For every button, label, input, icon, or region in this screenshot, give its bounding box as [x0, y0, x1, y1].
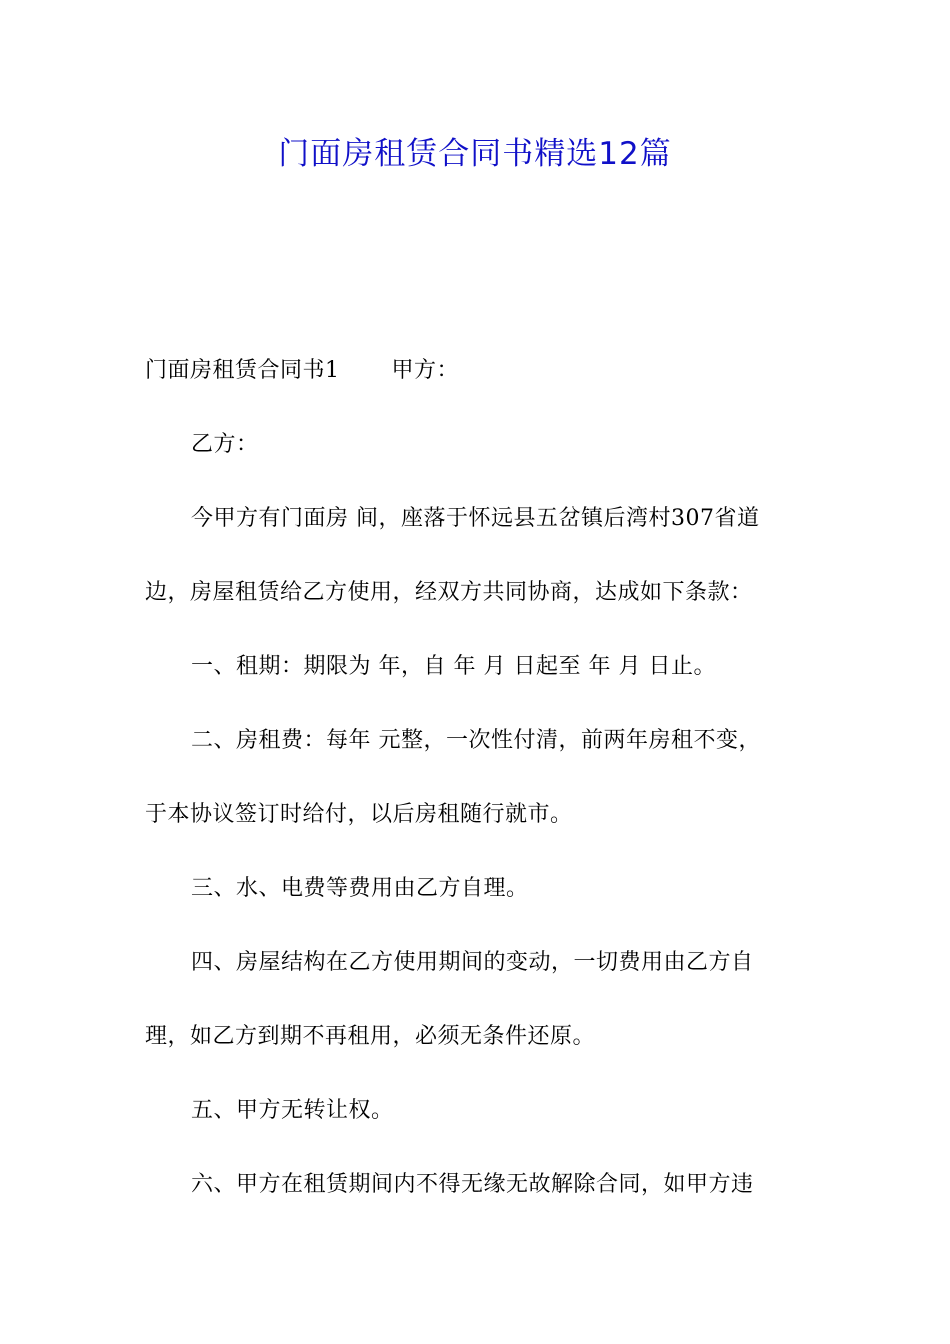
clause-line: 五、甲方无转让权。	[191, 1098, 394, 1123]
clause-line: 三、水、电费等费用由乙方自理。	[191, 876, 529, 901]
clause-line: 于本协议签订时给付，以后房租随行就市。	[145, 802, 573, 827]
clause-line: 一、租期：期限为 年，自 年 月 日起至 年 月 日止。	[191, 654, 716, 679]
heading-line	[145, 334, 810, 408]
clause-line: 理，如乙方到期不再租用，必须无条件还原。	[145, 1024, 596, 1049]
party-b-label: 乙方：	[191, 432, 259, 457]
clause-line: 二、房租费：每年 元整，一次性付清，前两年房租不变，	[191, 728, 761, 753]
clause-line: 四、房屋结构在乙方使用期间的变动，一切费用由乙方自	[191, 950, 754, 975]
clause-line: 六、甲方在租赁期间内不得无缘无故解除合同，如甲方违	[191, 1172, 754, 1197]
paragraph-line: 边，房屋租赁给乙方使用，经双方共同协商，达成如下条款：	[145, 580, 753, 605]
paragraph-line: 今甲方有门面房 间，座落于怀远县五岔镇后湾村307省道	[191, 506, 760, 531]
document-title: 门面房租赁合同书精选12篇	[278, 136, 672, 172]
section-heading: 门面房租赁合同书1	[145, 358, 340, 383]
document-body	[145, 334, 810, 1222]
party-a-label: 甲方：	[391, 358, 460, 383]
